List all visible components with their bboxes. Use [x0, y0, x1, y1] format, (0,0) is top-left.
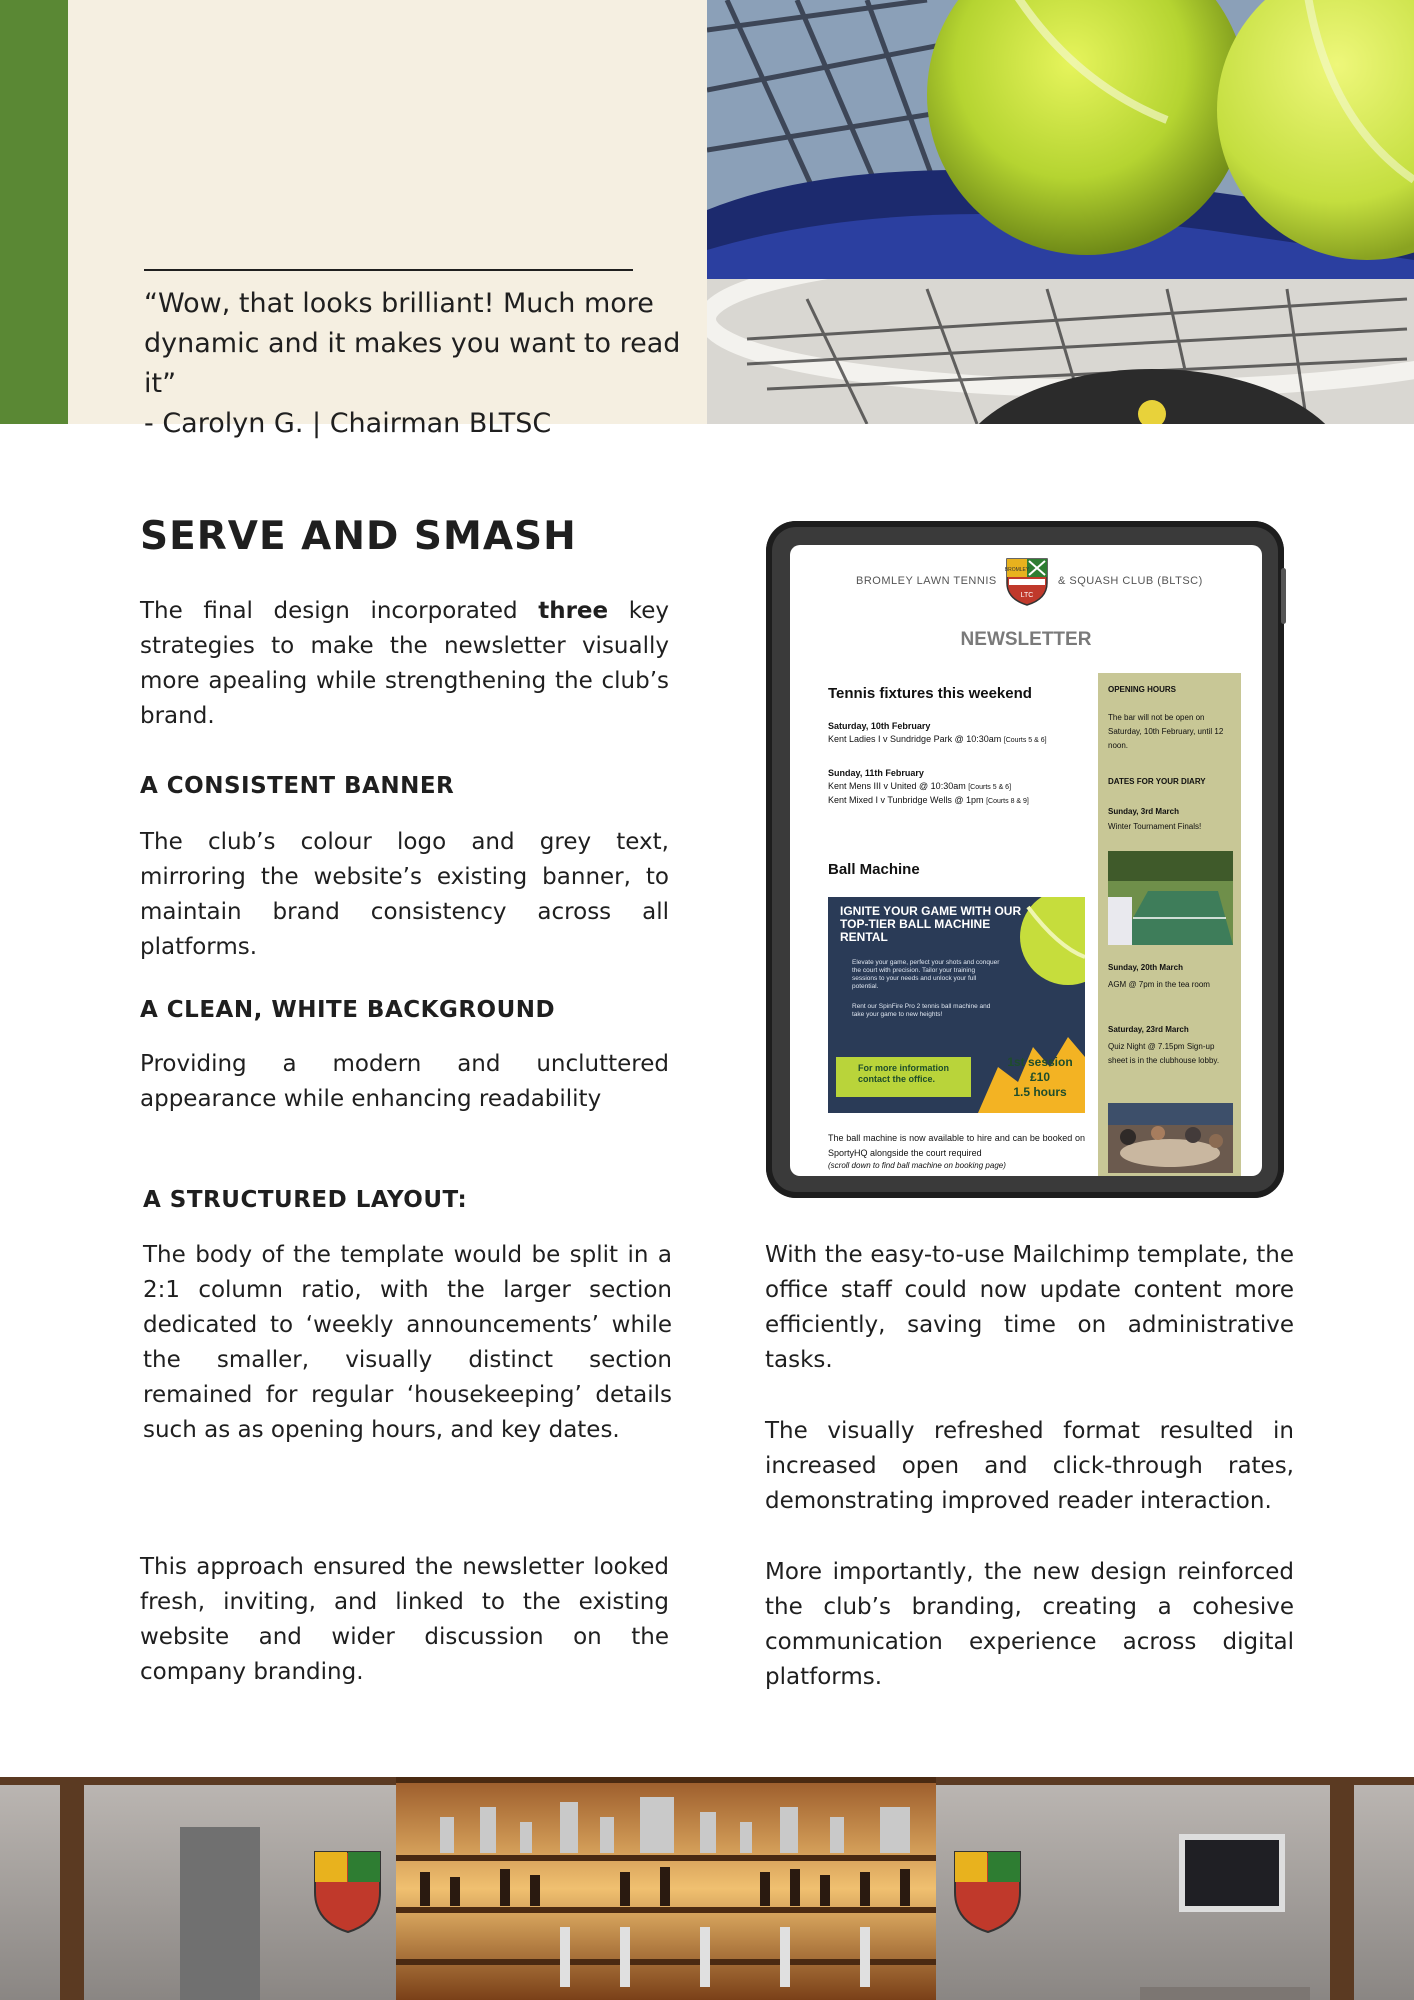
ball-machine-note: (scroll down to find ball machine on booking page): [828, 1161, 1006, 1170]
mailchimp-paragraph: With the easy-to-use Mailchimp template, the office staff could now update content more efficiently, saving time on administrative tasks.: [765, 1242, 1294, 1373]
diary-event: Winter Tournament Finals!: [1108, 822, 1202, 831]
section-heading-background: A CLEAN, WHITE BACKGROUND: [140, 997, 556, 1023]
crest-label: BROMLEY: [1005, 567, 1030, 573]
fixture-date: Saturday, 10th February: [828, 721, 931, 731]
engagement-paragraph: The visually refreshed format resulted in increased open and click-through rates, demonstrating improved reader interaction.: [765, 1418, 1294, 1514]
club-crest-logo: [1005, 557, 1049, 607]
banner-right-text: & SQUASH CLUB (BLTSC): [1058, 575, 1203, 587]
page-title: SERVE AND SMASH: [140, 514, 577, 559]
ball-machine-text: The ball machine is now available to hire and can be booked on SportyHQ alongside the court required: [828, 1133, 1085, 1158]
ball-machine-heading: Ball Machine: [828, 861, 920, 878]
branding-paragraph: More importantly, the new design reinforced the club’s branding, creating a cohesive communication experience across digital platforms.: [765, 1559, 1294, 1690]
banner-left-text: BROMLEY LAWN TENNIS: [856, 575, 997, 587]
opening-hours-heading: OPENING HOURS: [1108, 685, 1177, 694]
quote-line: dynamic and it makes you want to read it”: [144, 328, 681, 399]
section-body-background: Providing a modern and uncluttered appearance while enhancing readability: [140, 1051, 669, 1112]
squash-racket-photo: [707, 279, 1414, 424]
clubhouse-bar-photo: [0, 1777, 1414, 2000]
section-heading-banner: A CONSISTENT BANNER: [140, 773, 455, 799]
quote-attribution: - Carolyn G. | Chairman BLTSC: [144, 408, 552, 439]
ball-machine-promo-card: [828, 897, 1085, 1113]
newsletter-preview: [790, 545, 1262, 1176]
fixtures-heading: Tennis fixtures this weekend: [828, 685, 1032, 702]
tennis-balls-photo: [707, 0, 1414, 279]
quote-divider: [144, 269, 633, 271]
promo-offer: 1st session £10 1.5 hours: [1007, 1055, 1073, 1099]
diary-event: Quiz Night @ 7.15pm Sign-up sheet is in the clubhouse lobby.: [1108, 1042, 1220, 1065]
promo-body: Elevate your game, perfect your shots and conquer the court with precision. Tailor your training sessions to your needs and unlock your full potential.: [852, 959, 1000, 990]
diary-date: Sunday, 20th March: [1108, 963, 1183, 972]
section-body-banner: The club’s colour logo and grey text, mirroring the website’s existing banner, to maintain brand consistency across all platforms.: [140, 829, 669, 960]
approach-paragraph: This approach ensured the newsletter looked fresh, inviting, and linked to the existing website and wider discussion on the company branding.: [140, 1554, 669, 1685]
intro-text: The final design incorporated: [140, 598, 539, 624]
quiz-night-photo: [1108, 1103, 1233, 1173]
newsletter-title: NEWSLETTER: [960, 629, 1092, 650]
green-accent-bar: [0, 0, 68, 424]
promo-title: IGNITE YOUR GAME WITH OUR TOP-TIER BALL MACHINE RENTAL: [840, 904, 1022, 944]
section-body-layout: The body of the template would be split in a 2:1 column ratio, with the larger section dedicated to ‘weekly announcements’ while the smaller, visually distinct section remained for regular ‘housekeeping’ details such as as opening hours, and key dates.: [143, 1242, 672, 1443]
intro-paragraph: [140, 594, 669, 734]
diary-event: AGM @ 7pm in the tea room: [1108, 980, 1210, 989]
intro-emphasis: three: [538, 598, 609, 624]
diary-date: Saturday, 23rd March: [1108, 1025, 1189, 1034]
promo-body: Rent our SpinFire Pro 2 tennis ball machine and take your game to new heights!: [852, 1003, 991, 1018]
testimonial-quote: [144, 284, 699, 444]
diary-heading: DATES FOR YOUR DIARY: [1108, 777, 1206, 786]
intro-text: key strategies to make the newsletter visually more apealing while strengthening the club’s brand.: [140, 598, 669, 729]
opening-hours-text: The bar will not be open on Saturday, 10th February, until 12 noon.: [1108, 713, 1224, 750]
fixture-date: Sunday, 11th February: [828, 768, 924, 778]
diary-date: Sunday, 3rd March: [1108, 807, 1179, 816]
tennis-court-photo: [1108, 851, 1233, 945]
quote-line: “Wow, that looks brilliant! Much more: [144, 288, 654, 319]
fixture-line: Kent Ladies I v Sundridge Park @ 10:30am [Courts 5 & 6]: [828, 734, 1047, 744]
fixture-line: Kent Mens III v United @ 10:30am [Courts 5 & 6]: [828, 781, 1012, 791]
promo-contact: For more information contact the office.: [858, 1063, 950, 1084]
section-heading-layout: A STRUCTURED LAYOUT:: [143, 1187, 468, 1213]
fixture-line: Kent Mixed I v Tunbridge Wells @ 1pm [Courts 8 & 9]: [828, 795, 1029, 805]
crest-label: LTC: [1020, 592, 1034, 599]
tablet-side-button: [1281, 568, 1286, 624]
